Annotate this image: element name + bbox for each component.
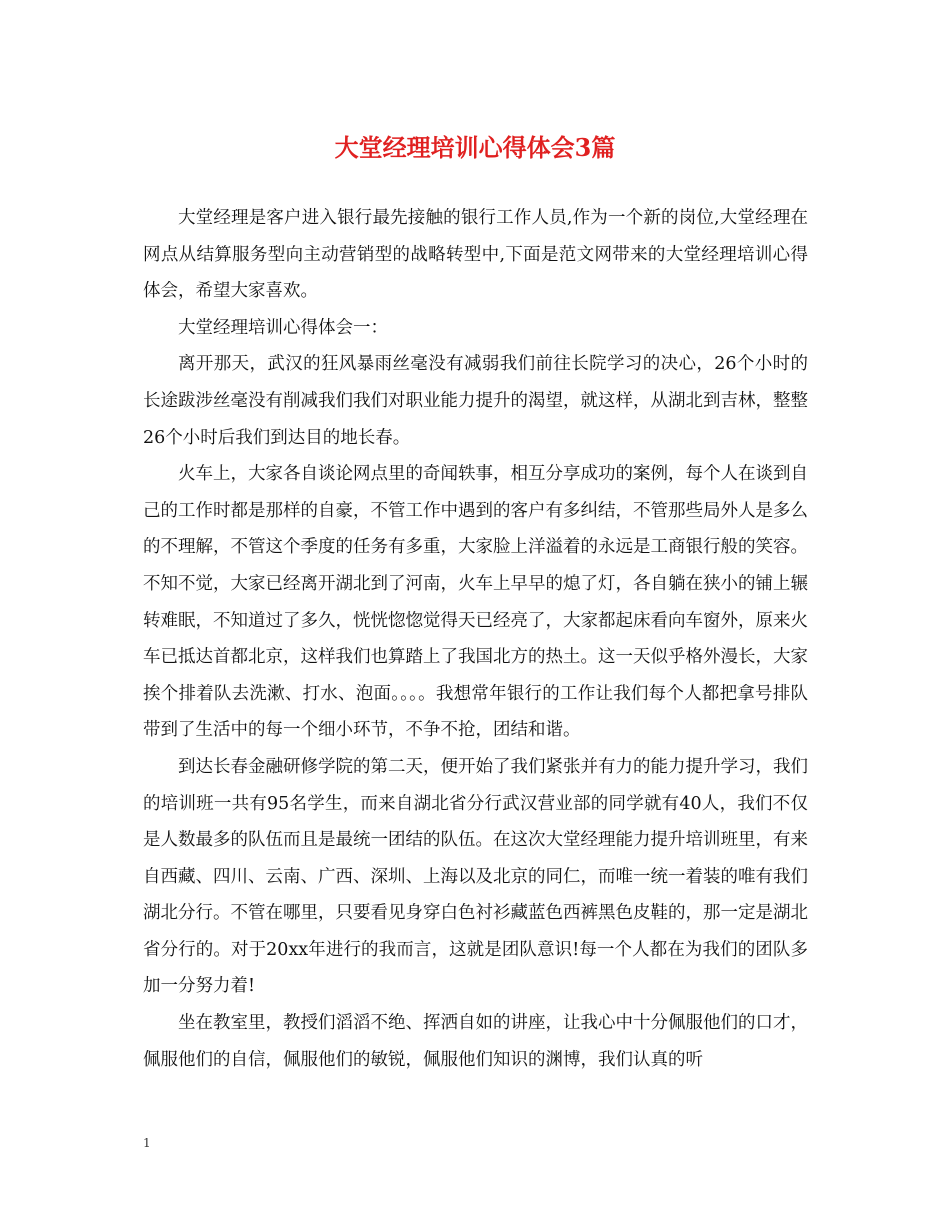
- paragraph-section-heading: 大堂经理培训心得体会一：: [178, 317, 388, 338]
- paragraph-departure: 离开那天，武汉的狂风暴雨丝毫没有减弱我们前往长院学习的决心，26个小时的长途跋涉丝毫没有削减我们我们对职业能力提升的渴望，就这样，从湖北到吉林，整整26个小时后我们到达目的地长春。: [143, 354, 808, 448]
- paragraph-classroom: 坐在教室里，教授们滔滔不绝、挥洒自如的讲座，让我心中十分佩服他们的口才，佩服他们的自信，佩服他们的敏锐，佩服他们知识的渊博，我们认真的听: [143, 1013, 808, 1070]
- page-number: 1: [143, 1136, 151, 1150]
- paragraph-arrival: 到达长春金融研修学院的第二天，便开始了我们紧张并有力的能力提升学习，我们的培训班一共有95名学生，而来自湖北省分行武汉营业部的同学就有40人，我们不仅是人数最多的队伍而且是最统一团结的队伍。在这次大堂经理能力提升培训班里，有来自西藏、四川、云南、广西、深圳、上海以及北京的同仁，而唯一统一着装的唯有我们湖北分行。不管在哪里，只要看见身穿白色衬衫藏蓝色西裤黑色皮鞋的，那一定是湖北省分行的。对于20xx年进行的我而言，这就是团队意识!每一个人都在为我们的团队多加一分努力着!: [143, 756, 808, 997]
- paragraph-intro: 大堂经理是客户进入银行最先接触的银行工作人员,作为一个新的岗位,大堂经理在网点从结算服务型向主动营销型的战略转型中,下面是范文网带来的大堂经理培训心得体会，希望大家喜欢。: [143, 208, 808, 302]
- paragraph-train: 火车上，大家各自谈论网点里的奇闻轶事，相互分享成功的案例，每个人在谈到自己的工作时都是那样的自豪，不管工作中遇到的客户有多纠结，不管那些局外人是多么的不理解，不管这个季度的任务有多重，大家脸上洋溢着的永远是工商银行般的笑容。不知不觉，大家已经离开湖北到了河南，火车上早早的熄了灯，各自躺在狭小的铺上辗转难眠，不知道过了多久，恍恍惚惚觉得天已经亮了，大家都起床看向车窗外，原来火车已抵达首都北京，这样我们也算踏上了我国北方的热土。这一天似乎格外漫长，大家挨个排着队去洗漱、打水、泡面。。。。我想常年银行的工作让我们每个人都把拿号排队带到了生活中的每一个细小环节，不争不抢，团结和谐。: [143, 464, 808, 741]
- document-body: [143, 200, 808, 1078]
- document-title: 大堂经理培训心得体会3篇: [334, 133, 616, 162]
